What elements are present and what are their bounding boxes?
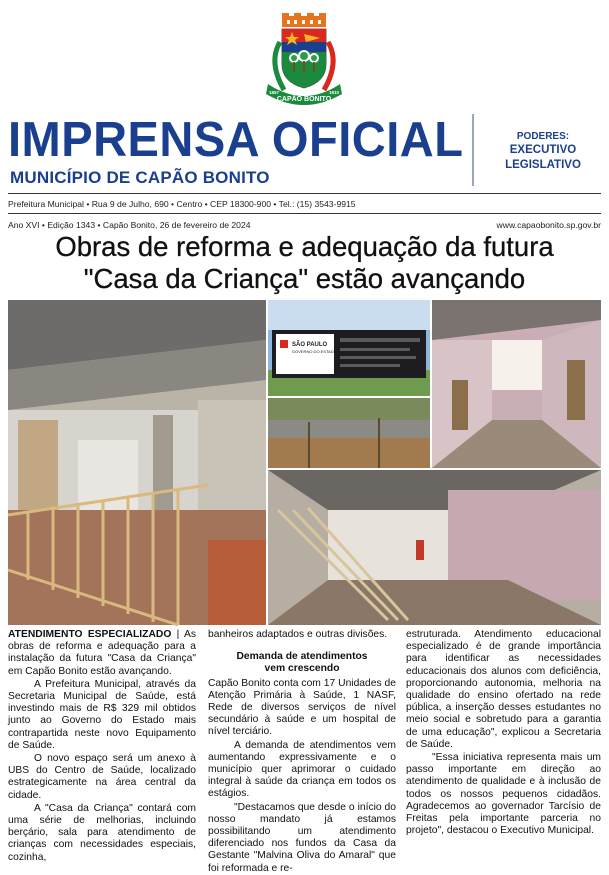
power-legislative: LEGISLATIVO bbox=[505, 159, 581, 171]
headline-line-2: "Casa da Criança" estão avançando bbox=[83, 263, 526, 294]
photo-hallway-light bbox=[432, 300, 601, 468]
article-p9: estruturada. Atendimento educacional especializado é de grande importância para identificar as necessidades educacionais dos alunos com deficiência, proporcionando autonomia, melhoria na qualidade do ensino ofertado na rede pública, a inserção desses estudantes no meio social e sobretudo para a garantia de uma educação", explicou a Secretaria de Saúde. bbox=[406, 629, 601, 750]
coat-of-arms-logo bbox=[254, 12, 354, 112]
article-column-3 bbox=[406, 629, 601, 837]
sign-gov-sub: GOVERNO DO ESTADO bbox=[292, 349, 337, 354]
headline bbox=[8, 231, 601, 295]
article-column-2 bbox=[208, 629, 396, 875]
masthead bbox=[8, 112, 601, 192]
article-subhead-line-2: vem crescendo bbox=[264, 663, 340, 675]
article-lead-label: ATENDIMENTO ESPECIALIZADO bbox=[8, 629, 172, 640]
powers-label: PODERES: bbox=[516, 131, 570, 142]
photo-construction-site bbox=[268, 398, 430, 468]
article-p6: Capão Bonito conta com 17 Unidades de Atenção Primária à Saúde, 1 NASF, Rede de diversos serviços de nível secundário à saúde e um hospital de nível terciário. bbox=[208, 677, 396, 738]
headline-line-1: Obras de reforma e adequação da futura bbox=[55, 231, 554, 262]
article-subhead-line-1: Demanda de atendimentos bbox=[236, 651, 368, 663]
photo-construction-sign bbox=[268, 300, 430, 396]
article-p1: As obras de reforma e adequação para a instalação da futura "Casa da Criança" em Capão Bonito estão avançando. bbox=[8, 629, 196, 677]
article-subhead bbox=[208, 651, 396, 675]
rule-middle bbox=[8, 213, 601, 214]
article-paragraph-1 bbox=[8, 629, 196, 678]
powers-box bbox=[488, 130, 598, 173]
masthead-subtitle: MUNICÍPIO DE CAPÃO BONITO bbox=[10, 168, 270, 187]
edition-line: Ano XVI • Edição 1343 • Capão Bonito, 26 de fevereiro de 2024 bbox=[8, 220, 251, 230]
rule-top bbox=[8, 193, 601, 194]
article-p3: O novo espaço será um anexo à UBS do Centro de Saúde, localizado estrategicamente na área central da cidade. bbox=[8, 753, 196, 801]
article-p8: "Destacamos que desde o início do nosso mandato já estamos possibilitando um atendimento diferenciado nos fundos da Casa da Gestante "Malvina Oliva do Amaral" que foi reformada e re- bbox=[208, 801, 396, 874]
power-executive: EXECUTIVO bbox=[509, 144, 577, 156]
article-column-1 bbox=[8, 629, 196, 864]
photo-corridor-lumber bbox=[268, 470, 601, 625]
svg-text:CAPÃO BONITO: CAPÃO BONITO bbox=[276, 96, 332, 103]
article-p7: A demanda de atendimentos vem aumentando expressivamente e o município quer aprimorar o cuidado integral à saúde da criança em todos os estágios. bbox=[208, 739, 396, 800]
masthead-divider bbox=[472, 114, 474, 186]
address-line: Prefeitura Municipal • Rua 9 de Julho, 690 • Centro • CEP 18300-900 • Tel.: (15) 3543-9915 bbox=[8, 199, 356, 209]
photo-interior-porch bbox=[8, 300, 266, 625]
article-lead-separator: | bbox=[171, 629, 184, 640]
article-p4: A "Casa da Criança" contará com uma série de melhorias, incluindo berçário, sala para atendimento de crianças com necessidades especiais, cozinha, bbox=[8, 802, 196, 863]
website-link[interactable]: www.capaobonito.sp.gov.br bbox=[496, 220, 601, 230]
sign-gov-label: SÃO PAULO bbox=[292, 342, 328, 348]
svg-text:1910: 1910 bbox=[328, 90, 340, 95]
article-p10: "Essa iniciativa representa mais um passo importante em direção ao atendimento de qualidade e à inclusão de todos os nossos pequenos cidadãos. Agradecemos ao governador Tarcísio de Freitas pela importante parceria no projeto", destacou o Executivo Municipal. bbox=[406, 752, 601, 837]
article-p2: A Prefeitura Municipal, através da Secretaria Municipal de Saúde, está investindo mais de R$ 329 mil obtidos junto ao Governo do Estado mais contrapartida neste novo Equipamento de Saúde. bbox=[8, 678, 196, 751]
svg-text:1857: 1857 bbox=[268, 90, 280, 95]
masthead-title: IMPRENSA OFICIAL bbox=[8, 113, 464, 167]
article-p5: banheiros adaptados e outras divisões. bbox=[208, 629, 388, 640]
photo-collage bbox=[8, 300, 601, 625]
